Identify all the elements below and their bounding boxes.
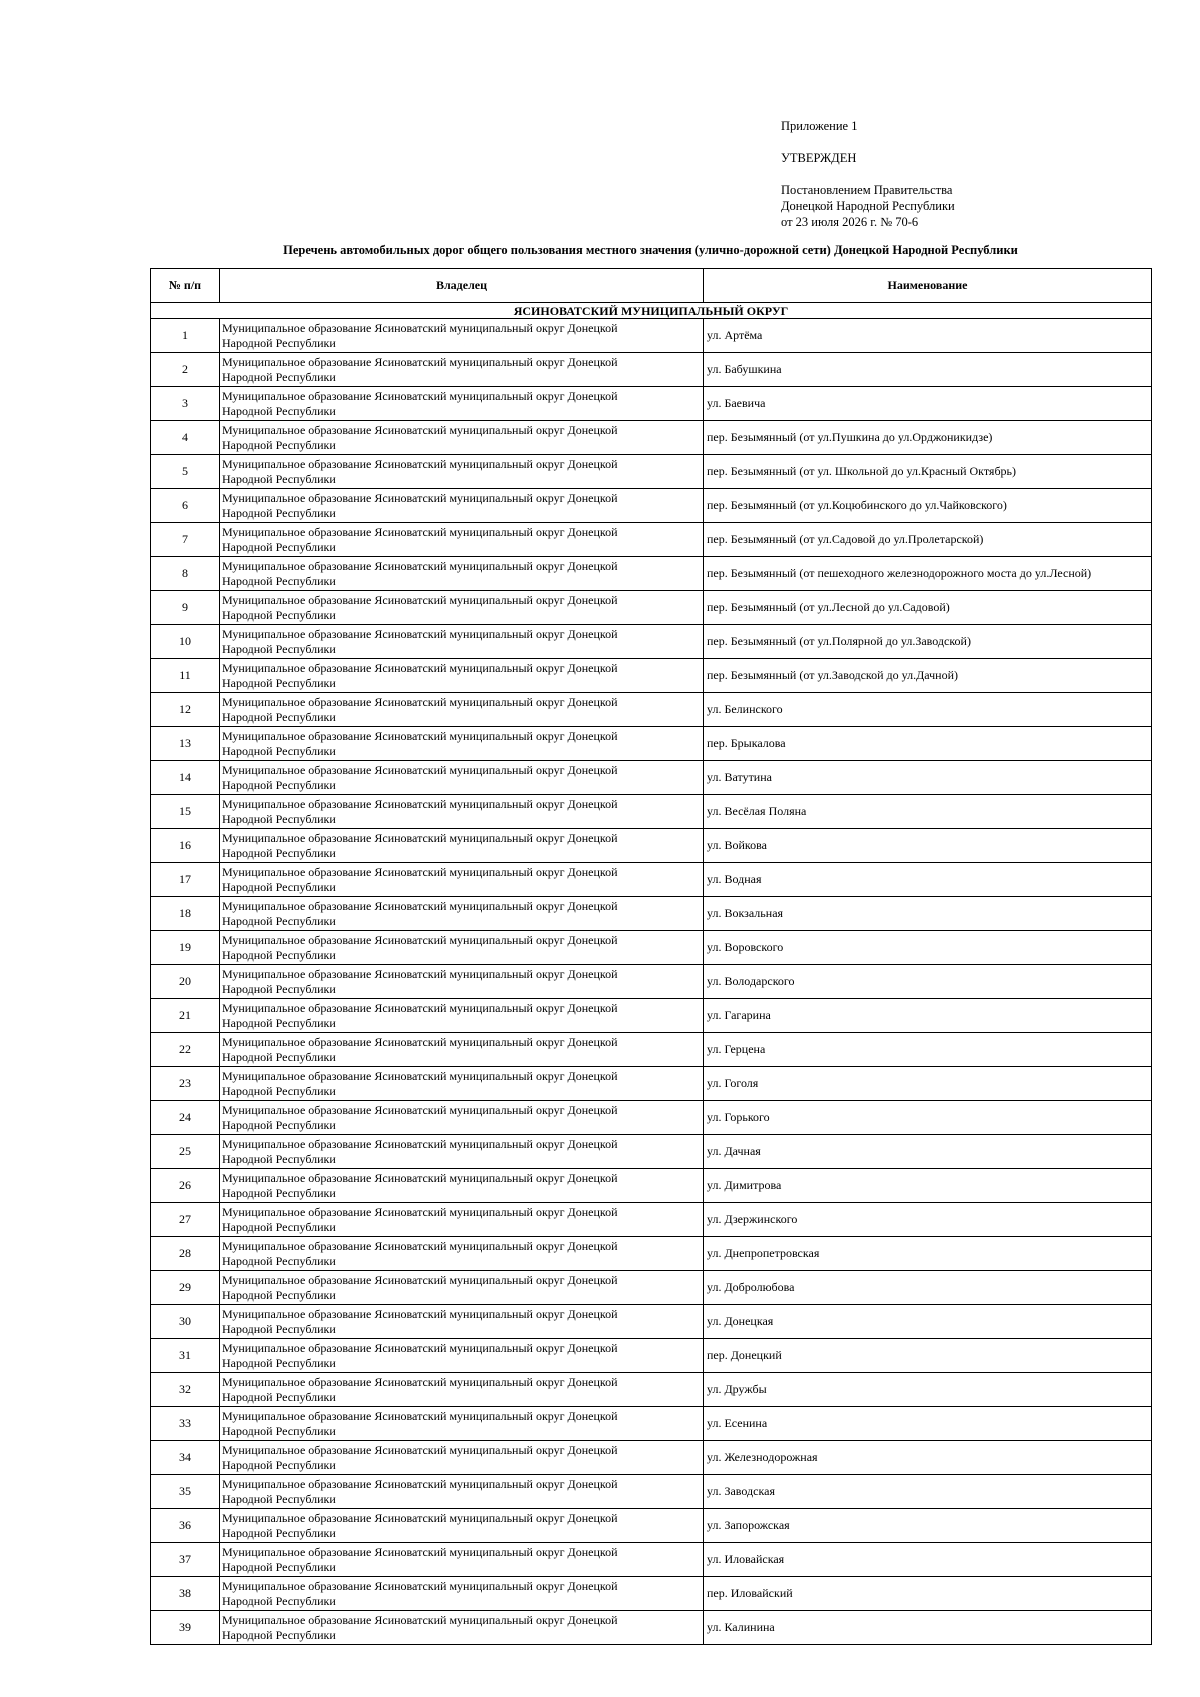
row-number: 4	[151, 421, 220, 455]
owner-line-1: Муниципальное образование Ясиноватский муниципальный округ Донецкой	[222, 796, 618, 811]
row-number: 24	[151, 1101, 220, 1135]
row-number: 5	[151, 455, 220, 489]
owner-line-1: Муниципальное образование Ясиноватский муниципальный округ Донецкой	[222, 1306, 618, 1321]
row-number: 3	[151, 387, 220, 421]
owner-line-2: Народной Республики	[222, 777, 336, 792]
row-number: 19	[151, 931, 220, 965]
owner-line-2: Народной Республики	[222, 539, 336, 554]
row-owner	[220, 727, 704, 761]
row-owner	[220, 1339, 704, 1373]
table-row	[151, 421, 1152, 455]
row-owner	[220, 1271, 704, 1305]
row-number: 9	[151, 591, 220, 625]
table-row	[151, 863, 1152, 897]
row-owner	[220, 999, 704, 1033]
owner-line-2: Народной Республики	[222, 811, 336, 826]
owner-line-2: Народной Республики	[222, 1015, 336, 1030]
owner-line-2: Народной Республики	[222, 335, 336, 350]
row-road-name: ул. Войкова	[704, 829, 1152, 863]
row-road-name: ул. Баевича	[704, 387, 1152, 421]
row-number: 33	[151, 1407, 220, 1441]
table-row	[151, 1373, 1152, 1407]
row-road-name: ул. Есенина	[704, 1407, 1152, 1441]
table-row	[151, 1101, 1152, 1135]
row-road-name: ул. Димитрова	[704, 1169, 1152, 1203]
owner-line-1: Муниципальное образование Ясиноватский муниципальный округ Донецкой	[222, 1476, 618, 1491]
owner-line-2: Народной Республики	[222, 505, 336, 520]
row-number: 35	[151, 1475, 220, 1509]
table-row	[151, 1033, 1152, 1067]
row-owner	[220, 1237, 704, 1271]
owner-line-1: Муниципальное образование Ясиноватский муниципальный округ Донецкой	[222, 1340, 618, 1355]
owner-line-1: Муниципальное образование Ясиноватский муниципальный округ Донецкой	[222, 932, 618, 947]
row-road-name: пер. Безымянный (от ул.Лесной до ул.Садовой)	[704, 591, 1152, 625]
row-number: 37	[151, 1543, 220, 1577]
owner-line-2: Народной Республики	[222, 1117, 336, 1132]
owner-line-2: Народной Республики	[222, 573, 336, 588]
owner-line-2: Народной Республики	[222, 709, 336, 724]
owner-line-2: Народной Республики	[222, 1253, 336, 1268]
row-number: 31	[151, 1339, 220, 1373]
row-road-name: ул. Бабушкина	[704, 353, 1152, 387]
row-road-name: ул. Днепропетровская	[704, 1237, 1152, 1271]
row-road-name: пер. Брыкалова	[704, 727, 1152, 761]
owner-line-2: Народной Республики	[222, 981, 336, 996]
row-road-name: пер. Безымянный (от ул.Полярной до ул.Заводской)	[704, 625, 1152, 659]
row-road-name: пер. Безымянный (от ул.Садовой до ул.Пролетарской)	[704, 523, 1152, 557]
row-road-name: ул. Гоголя	[704, 1067, 1152, 1101]
row-owner	[220, 829, 704, 863]
row-owner	[220, 1373, 704, 1407]
row-road-name: ул. Володарского	[704, 965, 1152, 999]
table-row	[151, 999, 1152, 1033]
table-row	[151, 1441, 1152, 1475]
row-owner	[220, 659, 704, 693]
owner-line-1: Муниципальное образование Ясиноватский муниципальный округ Донецкой	[222, 1544, 618, 1559]
row-number: 38	[151, 1577, 220, 1611]
owner-line-2: Народной Республики	[222, 369, 336, 384]
row-road-name: ул. Водная	[704, 863, 1152, 897]
row-owner	[220, 1577, 704, 1611]
row-owner	[220, 693, 704, 727]
table-row	[151, 591, 1152, 625]
row-number: 30	[151, 1305, 220, 1339]
row-number: 32	[151, 1373, 220, 1407]
owner-line-1: Муниципальное образование Ясиноватский муниципальный округ Донецкой	[222, 1272, 618, 1287]
row-owner	[220, 1305, 704, 1339]
owner-line-1: Муниципальное образование Ясиноватский муниципальный округ Донецкой	[222, 1136, 618, 1151]
owner-line-1: Муниципальное образование Ясиноватский муниципальный округ Донецкой	[222, 1034, 618, 1049]
row-road-name: ул. Ватутина	[704, 761, 1152, 795]
table-row	[151, 693, 1152, 727]
owner-line-1: Муниципальное образование Ясиноватский муниципальный округ Донецкой	[222, 1102, 618, 1117]
section-row	[151, 303, 1152, 319]
owner-line-1: Муниципальное образование Ясиноватский муниципальный округ Донецкой	[222, 694, 618, 709]
row-owner	[220, 897, 704, 931]
table-row	[151, 761, 1152, 795]
row-owner	[220, 965, 704, 999]
owner-line-1: Муниципальное образование Ясиноватский муниципальный округ Донецкой	[222, 1510, 618, 1525]
row-road-name: пер. Донецкий	[704, 1339, 1152, 1373]
owner-line-2: Народной Республики	[222, 947, 336, 962]
approval-block	[781, 118, 955, 230]
owner-line-1: Муниципальное образование Ясиноватский муниципальный округ Донецкой	[222, 1204, 618, 1219]
row-number: 21	[151, 999, 220, 1033]
roads-table	[150, 268, 1152, 1645]
owner-line-2: Народной Республики	[222, 1525, 336, 1540]
table-row	[151, 1339, 1152, 1373]
row-road-name: ул. Донецкая	[704, 1305, 1152, 1339]
row-number: 6	[151, 489, 220, 523]
section-title: ЯСИНОВАТСКИЙ МУНИЦИПАЛЬНЫЙ ОКРУГ	[151, 303, 1152, 319]
row-number: 20	[151, 965, 220, 999]
row-road-name: пер. Безымянный (от ул.Коцюбинского до ул.Чайковского)	[704, 489, 1152, 523]
row-owner	[220, 1441, 704, 1475]
row-owner	[220, 1407, 704, 1441]
row-number: 22	[151, 1033, 220, 1067]
row-number: 2	[151, 353, 220, 387]
table-row	[151, 1169, 1152, 1203]
row-number: 16	[151, 829, 220, 863]
row-road-name: пер. Безымянный (от ул. Школьной до ул.Красный Октябрь)	[704, 455, 1152, 489]
row-owner	[220, 1033, 704, 1067]
appendix-label: Приложение 1	[781, 119, 858, 133]
row-owner	[220, 1611, 704, 1645]
row-number: 23	[151, 1067, 220, 1101]
owner-line-2: Народной Республики	[222, 1321, 336, 1336]
table-row	[151, 659, 1152, 693]
owner-line-2: Народной Республики	[222, 879, 336, 894]
row-road-name: ул. Воровского	[704, 931, 1152, 965]
owner-line-2: Народной Республики	[222, 743, 336, 758]
header-num: № п/п	[151, 269, 220, 303]
owner-line-1: Муниципальное образование Ясиноватский муниципальный округ Донецкой	[222, 1068, 618, 1083]
owner-line-1: Муниципальное образование Ясиноватский муниципальный округ Донецкой	[222, 898, 618, 913]
table-row	[151, 1067, 1152, 1101]
row-number: 12	[151, 693, 220, 727]
table-row	[151, 1611, 1152, 1645]
owner-line-1: Муниципальное образование Ясиноватский муниципальный округ Донецкой	[222, 762, 618, 777]
table-row	[151, 1577, 1152, 1611]
owner-line-2: Народной Республики	[222, 1287, 336, 1302]
row-number: 26	[151, 1169, 220, 1203]
row-owner	[220, 557, 704, 591]
owner-line-1: Муниципальное образование Ясиноватский муниципальный округ Донецкой	[222, 422, 618, 437]
table-row	[151, 1509, 1152, 1543]
owner-line-1: Муниципальное образование Ясиноватский муниципальный округ Донецкой	[222, 592, 618, 607]
owner-line-1: Муниципальное образование Ясиноватский муниципальный округ Донецкой	[222, 1612, 618, 1627]
row-number: 7	[151, 523, 220, 557]
table-row	[151, 1271, 1152, 1305]
owner-line-2: Народной Республики	[222, 1627, 336, 1642]
owner-line-2: Народной Республики	[222, 913, 336, 928]
row-road-name: пер. Безымянный (от ул.Пушкина до ул.Орджоникидзе)	[704, 421, 1152, 455]
row-road-name: ул. Артёма	[704, 319, 1152, 353]
row-road-name: ул. Калинина	[704, 1611, 1152, 1645]
row-number: 34	[151, 1441, 220, 1475]
row-road-name: ул. Дзержинского	[704, 1203, 1152, 1237]
table-row	[151, 897, 1152, 931]
owner-line-2: Народной Республики	[222, 437, 336, 452]
owner-line-2: Народной Республики	[222, 403, 336, 418]
table-header-row	[151, 269, 1152, 303]
decree-line-2: Донецкой Народной Республики	[781, 199, 955, 213]
owner-line-2: Народной Республики	[222, 1559, 336, 1574]
row-owner	[220, 387, 704, 421]
owner-line-2: Народной Республики	[222, 675, 336, 690]
row-road-name: пер. Иловайский	[704, 1577, 1152, 1611]
header-owner: Владелец	[220, 269, 704, 303]
owner-line-1: Муниципальное образование Ясиноватский муниципальный округ Донецкой	[222, 1000, 618, 1015]
row-road-name: ул. Герцена	[704, 1033, 1152, 1067]
owner-line-2: Народной Республики	[222, 641, 336, 656]
owner-line-1: Муниципальное образование Ясиноватский муниципальный округ Донецкой	[222, 456, 618, 471]
table-row	[151, 1407, 1152, 1441]
owner-line-1: Муниципальное образование Ясиноватский муниципальный округ Донецкой	[222, 830, 618, 845]
row-road-name: ул. Гагарина	[704, 999, 1152, 1033]
row-owner	[220, 523, 704, 557]
owner-line-2: Народной Республики	[222, 1185, 336, 1200]
row-owner	[220, 489, 704, 523]
row-owner	[220, 625, 704, 659]
owner-line-1: Муниципальное образование Ясиноватский муниципальный округ Донецкой	[222, 558, 618, 573]
row-road-name: ул. Иловайская	[704, 1543, 1152, 1577]
table-row	[151, 319, 1152, 353]
owner-line-2: Народной Республики	[222, 845, 336, 860]
row-owner	[220, 761, 704, 795]
row-owner	[220, 1203, 704, 1237]
row-owner	[220, 1101, 704, 1135]
row-road-name: ул. Дачная	[704, 1135, 1152, 1169]
row-road-name: ул. Вокзальная	[704, 897, 1152, 931]
owner-line-2: Народной Республики	[222, 1423, 336, 1438]
table-row	[151, 931, 1152, 965]
table-row	[151, 1237, 1152, 1271]
owner-line-1: Муниципальное образование Ясиноватский муниципальный округ Донецкой	[222, 1374, 618, 1389]
table-row	[151, 625, 1152, 659]
owner-line-1: Муниципальное образование Ясиноватский муниципальный округ Донецкой	[222, 490, 618, 505]
row-road-name: ул. Железнодорожная	[704, 1441, 1152, 1475]
row-number: 29	[151, 1271, 220, 1305]
header-name: Наименование	[704, 269, 1152, 303]
table-row	[151, 1203, 1152, 1237]
row-number: 10	[151, 625, 220, 659]
row-number: 1	[151, 319, 220, 353]
row-number: 14	[151, 761, 220, 795]
owner-line-1: Муниципальное образование Ясиноватский муниципальный округ Донецкой	[222, 354, 618, 369]
row-road-name: ул. Заводская	[704, 1475, 1152, 1509]
owner-line-1: Муниципальное образование Ясиноватский муниципальный округ Донецкой	[222, 1408, 618, 1423]
owner-line-2: Народной Республики	[222, 1457, 336, 1472]
row-owner	[220, 931, 704, 965]
owner-line-1: Муниципальное образование Ясиноватский муниципальный округ Донецкой	[222, 1238, 618, 1253]
owner-line-1: Муниципальное образование Ясиноватский муниципальный округ Донецкой	[222, 660, 618, 675]
owner-line-1: Муниципальное образование Ясиноватский муниципальный округ Донецкой	[222, 1170, 618, 1185]
row-number: 39	[151, 1611, 220, 1645]
owner-line-1: Муниципальное образование Ясиноватский муниципальный округ Донецкой	[222, 320, 618, 335]
owner-line-2: Народной Республики	[222, 1491, 336, 1506]
owner-line-1: Муниципальное образование Ясиноватский муниципальный округ Донецкой	[222, 728, 618, 743]
table-row	[151, 1305, 1152, 1339]
owner-line-2: Народной Республики	[222, 607, 336, 622]
owner-line-1: Муниципальное образование Ясиноватский муниципальный округ Донецкой	[222, 524, 618, 539]
owner-line-1: Муниципальное образование Ясиноватский муниципальный округ Донецкой	[222, 1578, 618, 1593]
table-row	[151, 795, 1152, 829]
owner-line-2: Народной Республики	[222, 1389, 336, 1404]
table-row	[151, 1543, 1152, 1577]
row-number: 28	[151, 1237, 220, 1271]
table-row	[151, 727, 1152, 761]
owner-line-2: Народной Республики	[222, 1219, 336, 1234]
row-road-name: ул. Белинского	[704, 693, 1152, 727]
table-row	[151, 455, 1152, 489]
table-row	[151, 557, 1152, 591]
row-number: 27	[151, 1203, 220, 1237]
owner-line-2: Народной Республики	[222, 1593, 336, 1608]
owner-line-1: Муниципальное образование Ясиноватский муниципальный округ Донецкой	[222, 388, 618, 403]
row-owner	[220, 1169, 704, 1203]
row-road-name: пер. Безымянный (от ул.Заводской до ул.Дачной)	[704, 659, 1152, 693]
table-row	[151, 1135, 1152, 1169]
row-number: 8	[151, 557, 220, 591]
row-owner	[220, 455, 704, 489]
owner-line-1: Муниципальное образование Ясиноватский муниципальный округ Донецкой	[222, 864, 618, 879]
row-road-name: ул. Добролюбова	[704, 1271, 1152, 1305]
decree-line-1: Постановлением Правительства	[781, 183, 953, 197]
owner-line-2: Народной Республики	[222, 471, 336, 486]
row-road-name: ул. Запорожская	[704, 1509, 1152, 1543]
approved-label: УТВЕРЖДЕН	[781, 151, 857, 165]
row-owner	[220, 1135, 704, 1169]
row-owner	[220, 1509, 704, 1543]
owner-line-1: Муниципальное образование Ясиноватский муниципальный округ Донецкой	[222, 1442, 618, 1457]
table-row	[151, 1475, 1152, 1509]
row-owner	[220, 795, 704, 829]
row-number: 17	[151, 863, 220, 897]
table-row	[151, 829, 1152, 863]
document-title: Перечень автомобильных дорог общего пользования местного значения (улично-дорожной сети) Донецкой Народной Республики	[283, 243, 1018, 257]
row-owner	[220, 319, 704, 353]
table-row	[151, 523, 1152, 557]
row-number: 36	[151, 1509, 220, 1543]
row-owner	[220, 863, 704, 897]
row-owner	[220, 1067, 704, 1101]
row-number: 25	[151, 1135, 220, 1169]
table-row	[151, 489, 1152, 523]
table-row	[151, 353, 1152, 387]
row-owner	[220, 591, 704, 625]
owner-line-2: Народной Республики	[222, 1083, 336, 1098]
row-number: 15	[151, 795, 220, 829]
owner-line-1: Муниципальное образование Ясиноватский муниципальный округ Донецкой	[222, 966, 618, 981]
row-number: 18	[151, 897, 220, 931]
owner-line-1: Муниципальное образование Ясиноватский муниципальный округ Донецкой	[222, 626, 618, 641]
row-owner	[220, 1475, 704, 1509]
row-number: 13	[151, 727, 220, 761]
owner-line-2: Народной Республики	[222, 1049, 336, 1064]
owner-line-2: Народной Республики	[222, 1355, 336, 1370]
table-row	[151, 387, 1152, 421]
decree-line-3: от 23 июля 2026 г. № 70-6	[781, 215, 919, 229]
owner-line-2: Народной Республики	[222, 1151, 336, 1166]
row-road-name: ул. Весёлая Поляна	[704, 795, 1152, 829]
row-number: 11	[151, 659, 220, 693]
row-road-name: ул. Дружбы	[704, 1373, 1152, 1407]
row-owner	[220, 353, 704, 387]
row-owner	[220, 1543, 704, 1577]
row-road-name: ул. Горького	[704, 1101, 1152, 1135]
table-row	[151, 965, 1152, 999]
row-road-name: пер. Безымянный (от пешеходного железнодорожного моста до ул.Лесной)	[704, 557, 1152, 591]
row-owner	[220, 421, 704, 455]
